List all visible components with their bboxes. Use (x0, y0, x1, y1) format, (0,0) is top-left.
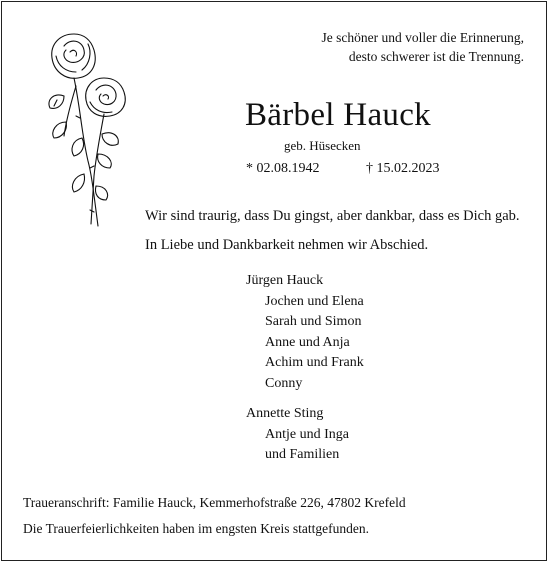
rose-icon (36, 26, 136, 231)
family-group-1 (246, 271, 364, 394)
family-group-2 (246, 404, 349, 466)
family-member: Achim und Frank (265, 355, 364, 370)
quote-line-2: desto schwerer ist die Trennung. (348, 49, 524, 64)
family-group-2-head: Annette Sting (246, 406, 324, 421)
quote-line-1: Je schöner und voller die Erinnerung, (321, 30, 524, 45)
deceased-name: Bärbel Hauck (245, 97, 431, 133)
family-member: Anne und Anja (265, 334, 350, 350)
message-line-1: Wir sind traurig, dass Du gingst, aber dankbar, dass es Dich gab. (145, 208, 520, 224)
family-group-1-head: Jürgen Hauck (246, 273, 324, 288)
mourning-address: Traueranschrift: Familie Hauck, Kemmerhofstraße 226, 47802 Krefeld (23, 495, 406, 510)
birth-date: * 02.08.1942 (246, 161, 320, 176)
quote (322, 28, 524, 66)
message-line-2: In Liebe und Dankbarkeit nehmen wir Abschied. (145, 237, 429, 253)
ceremony-note: Die Trauerfeierlichkeiten haben im engsten Kreis stattgefunden. (23, 521, 370, 536)
family-member: und Familien (265, 447, 340, 462)
family-member: Antje und Inga (265, 426, 349, 442)
death-date: † 15.02.2023 (366, 161, 440, 176)
family-member: Jochen und Elena (265, 293, 364, 309)
family-member: Sarah und Simon (265, 314, 362, 329)
maiden-name: geb. Hüsecken (284, 138, 361, 153)
family-member: Conny (265, 375, 303, 391)
